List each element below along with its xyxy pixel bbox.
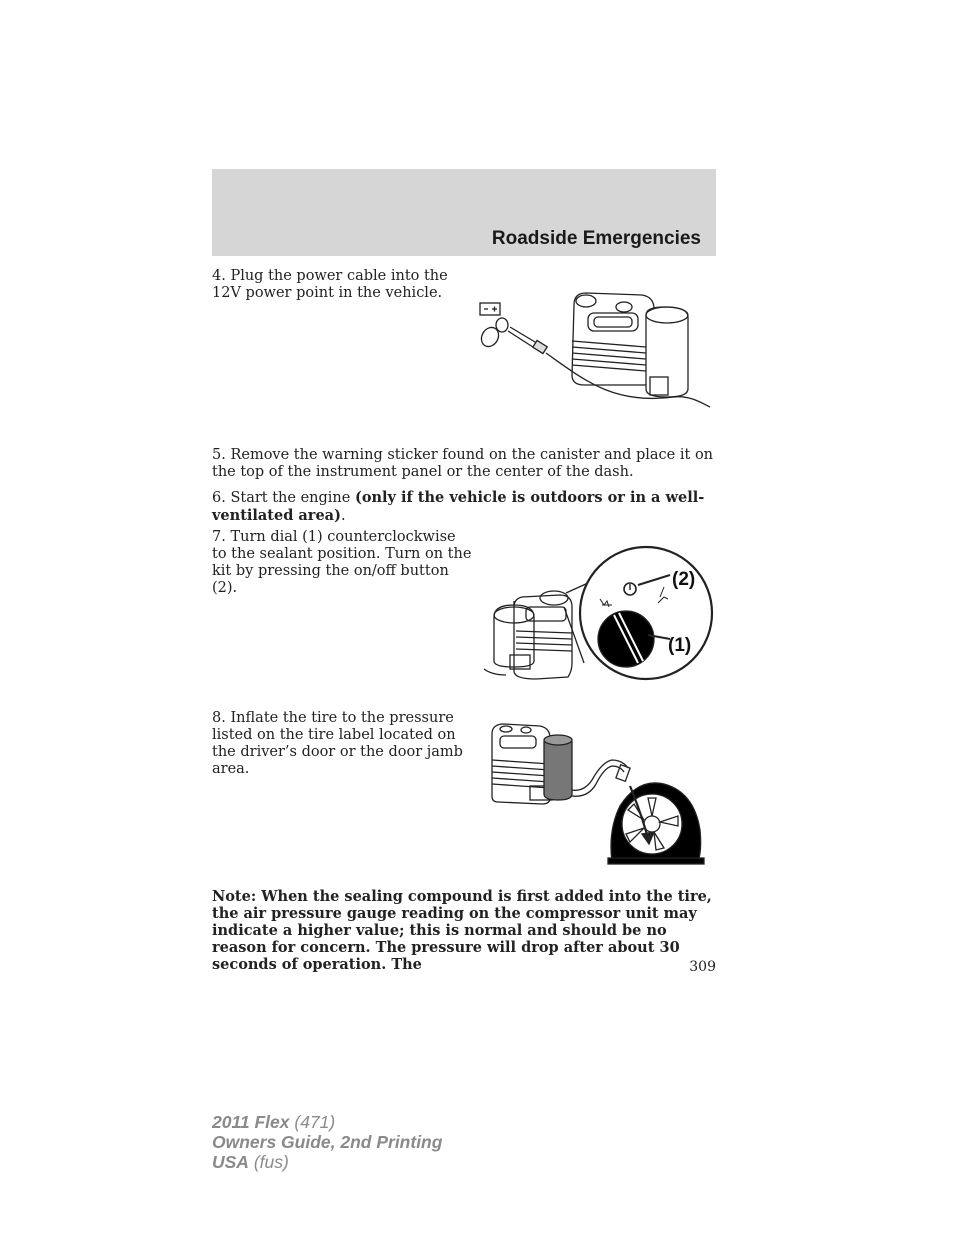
sealing-compound-note: Note: When the sealing compound is first added into the tire, the air pressure gauge reading on the compressor unit may indicate a higher value; this is normal and should be no reason for concern. The pressure will drop after about 30 seconds of operation. The [212,888,712,973]
footer-guide-edition: Owners Guide, 2nd Printing [212,1132,443,1152]
section-title: Roadside Emergencies [491,228,701,249]
step-7-text: 7. Turn dial (1) counterclockwise to the sealant position. Turn on the kit by pressing the on/off button (2). [212,529,472,596]
section-header-band [212,169,716,256]
dial-highlight-circle [540,591,568,605]
step-8-text: 8. Inflate the tire to the pressure listed on the tire label located on the driver’s door or the door jamb area. [212,710,463,777]
step-6-prefix: 6. Start the engine [212,490,355,506]
dial-callout-label: (1) [668,635,692,656]
footer-market: USA [212,1152,249,1172]
footer-model-code: (471) [289,1112,336,1132]
compressor-power-plug-illustration [474,285,714,413]
step-4-text: 4. Plug the power cable into the 12V power point in the vehicle. [212,268,448,301]
dial-and-button-illustration [476,543,716,683]
tire-inflation-illustration [488,720,708,870]
footer-model: 2011 Flex [212,1112,290,1132]
step-6-suffix: . [340,508,346,524]
footer-market-code: (fus) [248,1152,289,1172]
step-6-warning: (only if the vehicle is outdoors or in a well-ventilated area) [212,489,705,524]
page-number: 309 [689,959,716,975]
step-6-text [212,489,717,525]
document-footer [212,1112,442,1172]
step-5-text: 5. Remove the warning sticker found on the canister and place it on the top of the instrument panel or the center of the dash. [212,447,714,480]
button-callout-label: (2) [672,569,696,590]
